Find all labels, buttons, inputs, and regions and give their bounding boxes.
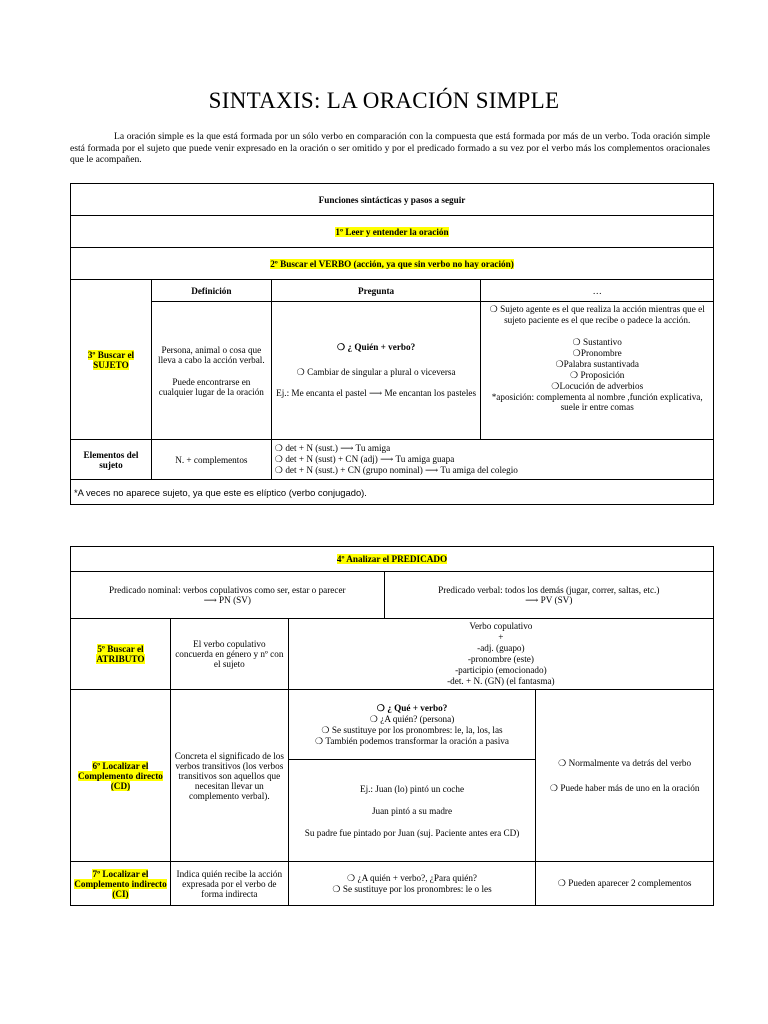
cd-example: Su padre fue pintado por Juan (suj. Paciente antes era CD) [304, 827, 520, 838]
subject-definition [151, 302, 271, 440]
cd-examples [288, 760, 536, 862]
attribute-forms [288, 619, 713, 690]
type-line: ❍Pronombre [572, 348, 622, 358]
cd-question: ❍ Se sustituye por los pronombres: le, la, los, las [321, 724, 503, 735]
ci-note: ❍ Pueden aparecer 2 complementos [536, 862, 714, 906]
predicate-table [70, 546, 714, 906]
step-6: 6º Localizar el Complemento directo (CD) [78, 760, 163, 791]
type-line: *aposición: complementa al nombre ,función explicativa, suele ir entre comas [491, 392, 703, 412]
type-line: ❍ Sujeto agente es el que realiza la acción mientras que el sujeto paciente es el que recibe o padece la acción. [489, 304, 705, 325]
form-line: Verbo copulativo [469, 621, 533, 631]
cd-example: Ej.: Juan (lo) pintó un coche [359, 783, 465, 794]
step-2: 2º Buscar el VERBO (acción, ya que sin verbo no hay oración) [270, 258, 514, 269]
elements-label: Elementos del sujeto [71, 440, 152, 480]
question-3: Ej.: Me encanta el pastel ⟶ Me encantan los pasteles [276, 388, 477, 398]
form-line: -adj. (guapo) [477, 643, 525, 653]
verbal-predicate [384, 572, 713, 619]
cd-example: Juan pintó a su madre [371, 805, 453, 816]
cd-questions [288, 690, 536, 760]
cd-question: ❍ También podemos transformar la oración a pasiva [315, 735, 509, 746]
col-dots: … [481, 280, 714, 302]
intro-text: La oración simple es la que está formada por un sólo verbo en comparación con la compuesta que está formada por más de un verbo. Toda oración simple está formada por el sujeto que puede venir expresado en la oración o ser omitido y por el predicado formado a su vez por el verbo más los complementos oracionales que le acompañen. [70, 131, 710, 166]
col-pregunta: Pregunta [271, 280, 481, 302]
step-5: 5º Buscar el ATRIBUTO [96, 644, 145, 664]
step-3: 3º Buscar el SUJETO [87, 349, 135, 370]
definition-line-1: Persona, animal o cosa que lleva a cabo la acción verbal. [158, 344, 265, 365]
nominal-line-1: Predicado nominal: verbos copulativos como ser, estar o parecer [108, 584, 346, 595]
nominal-predicate [71, 572, 385, 619]
verbal-line-1: Predicado verbal: todos los demás (jugar, correr, saltas, etc.) [438, 584, 660, 595]
page-title: SINTAXIS: LA ORACIÓN SIMPLE [208, 88, 560, 113]
cd-definition: Concreta el significado de los verbos transitivos (los verbos transitivos son aquellos que necesitan llevar un complemento verbal). [170, 690, 288, 862]
step-1: 1º Leer y entender la oración [335, 226, 449, 237]
form-line: + [498, 632, 504, 642]
form-line: -det. + N. (GN) (el fantasma) [447, 676, 555, 686]
ci-question: ❍ Se sustituye por los pronombres: le o les [332, 883, 492, 894]
definition-line-2: Puede encontrarse en cualquier lugar de la oración [158, 376, 264, 397]
ci-question: ❍ ¿A quién + verbo?, ¿Para quién? [347, 872, 478, 883]
question-1: ❍ ¿ Quién + verbo? [336, 342, 416, 352]
intro-paragraph [70, 131, 710, 166]
cd-note: ❍ Normalmente va detrás del verbo [558, 757, 692, 768]
nominal-line-2: ⟶ PN (SV) [203, 594, 251, 605]
subject-question [271, 302, 481, 440]
verbal-line-2: ⟶ PV (SV) [525, 594, 573, 605]
attribute-definition: El verbo copulativo concuerda en género y nº con el sujeto [170, 619, 288, 690]
step-4: 4º Analizar el PREDICADO [336, 554, 448, 564]
col-definicion: Definición [151, 280, 271, 302]
form-line: -participio (emocionado) [455, 665, 547, 675]
table-header: Funciones sintácticas y pasos a seguir [71, 184, 714, 216]
type-line: ❍Locución de adverbios [551, 381, 644, 391]
ci-questions [288, 862, 536, 906]
subject-table [70, 183, 714, 505]
type-line: ❍ Proposición [569, 370, 625, 380]
cd-note: ❍ Puede haber más de uno en la oración [549, 782, 700, 793]
elements-value: N. + complementos [151, 440, 271, 480]
question-2: ❍ Cambiar de singular a plural o viceversa [296, 367, 456, 377]
subject-types [481, 302, 714, 440]
cd-notes [536, 690, 714, 862]
example-line: ❍ det + N (sust) + CN (adj) ⟶ Tu amiga guapa [274, 454, 455, 464]
ci-definition: Indica quién recibe la acción expresada por el verbo de forma indirecta [170, 862, 288, 906]
step-7: 7º Localizar el Complemento indirecto (CI) [74, 868, 167, 899]
type-line: ❍Palabra sustantivada [555, 359, 639, 369]
example-line: ❍ det + N (sust.) ⟶ Tu amiga [274, 443, 391, 453]
type-line: ❍ Sustantivo [572, 337, 622, 347]
form-line: -pronombre (este) [467, 654, 534, 664]
example-line: ❍ det + N (sust.) + CN (grupo nominal) ⟶ Tu amiga del colegio [274, 465, 518, 475]
elliptic-note: *A veces no aparece sujeto, ya que este es elíptico (verbo conjugado). [71, 480, 714, 505]
cd-question: ❍ ¿A quién? (persona) [369, 713, 455, 724]
cd-question: ❍ ¿ Qué + verbo? [376, 702, 448, 713]
elements-examples [271, 440, 713, 480]
